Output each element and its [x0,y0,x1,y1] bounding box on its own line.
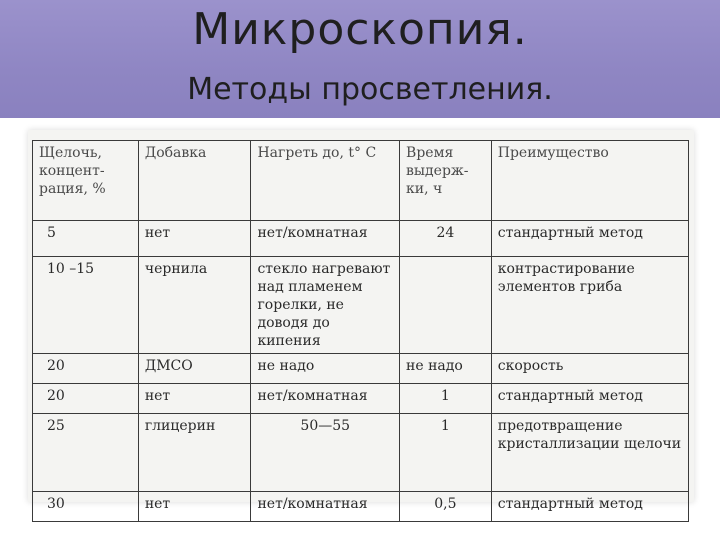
cell-advantage: стандартный метод [491,492,688,522]
table-row [33,414,689,492]
cell-alkali: 10 –15 [33,257,139,354]
cell-time: 0,5 [400,492,492,522]
header-additive: Добавка [138,141,251,221]
table-header-row [33,141,689,221]
header-advantage: Преимущество [491,141,688,221]
header-alkali: Щелочь, концент-рация, % [33,141,139,221]
clearing-methods-table [32,140,689,522]
cell-advantage: контрастирование элементов гриба [491,257,688,354]
cell-alkali: 20 [33,384,139,414]
cell-time [400,257,492,354]
cell-additive: нет [138,492,251,522]
slide-subtitle: Методы просветления. [187,72,553,107]
cell-alkali: 30 [33,492,139,522]
cell-advantage: стандартный метод [491,221,688,257]
cell-additive: нет [138,384,251,414]
cell-additive: глицерин [138,414,251,492]
cell-time: не надо [400,354,492,384]
cell-time: 1 [400,414,492,492]
cell-time: 24 [400,221,492,257]
table-row [33,257,689,354]
scanned-table-image [28,130,694,512]
table-row [33,384,689,414]
cell-advantage: скорость [491,354,688,384]
cell-additive: ДМСО [138,354,251,384]
cell-alkali: 25 [33,414,139,492]
header-band [0,0,720,118]
cell-alkali: 5 [33,221,139,257]
cell-heat: не надо [251,354,400,384]
cell-heat: стекло нагревают над пламенем горелки, не доводя до кипения [251,257,400,354]
cell-alkali: 20 [33,354,139,384]
header-time: Время выдерж-ки, ч [400,141,492,221]
table-row [33,354,689,384]
cell-time: 1 [400,384,492,414]
slide-title: Микроскопия. [192,4,528,55]
table-row [33,492,689,522]
table-row [33,221,689,257]
cell-heat: 50—55 [251,414,400,492]
cell-additive: чернила [138,257,251,354]
cell-additive: нет [138,221,251,257]
cell-advantage: стандартный метод [491,384,688,414]
cell-heat: нет/комнатная [251,384,400,414]
cell-heat: нет/комнатная [251,492,400,522]
cell-heat: нет/комнатная [251,221,400,257]
cell-advantage: предотвращение кристаллизации щелочи [491,414,688,492]
header-heat: Нагреть до, t° С [251,141,400,221]
